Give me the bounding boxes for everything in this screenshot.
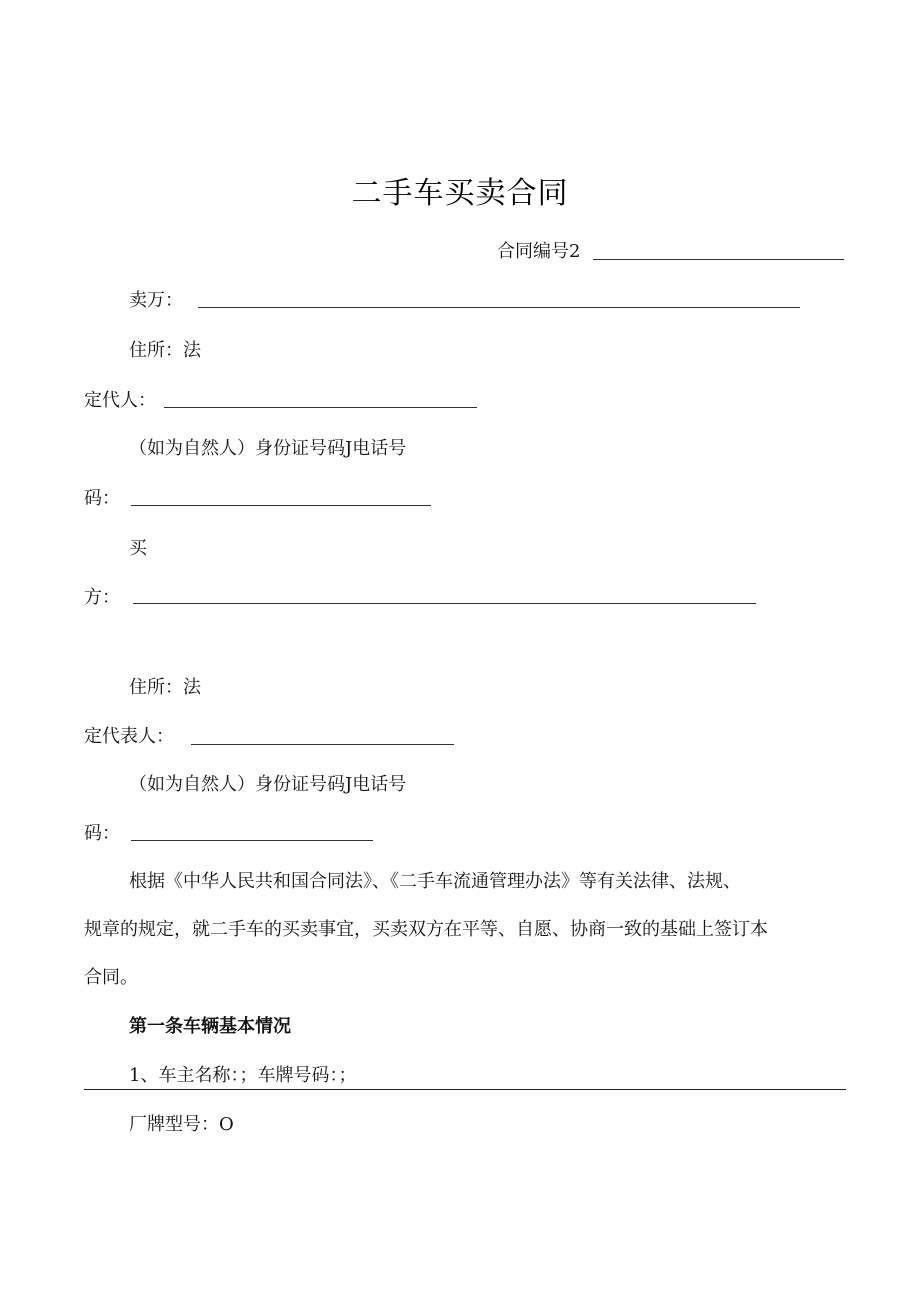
seller-name-blank[interactable] <box>198 307 800 308</box>
buyer-label-part1: 买 <box>129 538 147 559</box>
buyer-legal-rep-label: 定代表人： <box>84 726 174 747</box>
preamble-line-3: 合同。 <box>84 967 138 988</box>
seller-legal-rep-label: 定代人： <box>84 390 156 411</box>
seller-id-phone-line: （如为自然人）身份证号码J电话号 <box>129 438 407 459</box>
buyer-label-part2: 方： <box>84 587 120 608</box>
article-1-item-1: 1、车主名称：；车牌号码：； <box>129 1065 357 1086</box>
seller-legal-rep-blank[interactable] <box>164 407 477 408</box>
seller-phone-blank[interactable] <box>131 505 431 506</box>
preamble-line-1: 根据《中华人民共和国合同法》、《二手车流通管理办法》等有关法律、法规、 <box>129 871 741 892</box>
buyer-address-line: 住所：法 <box>129 677 201 698</box>
contract-number-label: 合同编号2 <box>497 241 581 262</box>
article-1-heading: 第一条车辆基本情况 <box>129 1016 291 1037</box>
seller-address-line: 住所：法 <box>129 340 201 361</box>
seller-label: 卖万： <box>129 290 183 311</box>
horizontal-rule <box>84 1089 846 1090</box>
buyer-legal-rep-blank[interactable] <box>191 744 454 745</box>
page-title: 二手车买卖合同 <box>351 176 569 211</box>
buyer-phone-label: 码： <box>84 823 120 844</box>
preamble-line-2: 规章的规定，就二手车的买卖事宜，买卖双方在平等、自愿、协商一致的基础上签订本 <box>84 919 768 940</box>
article-1-item-2: 厂牌型号：O <box>129 1114 234 1135</box>
buyer-name-blank[interactable] <box>133 603 756 604</box>
contract-number-blank[interactable] <box>593 259 844 260</box>
seller-phone-label: 码： <box>84 488 120 509</box>
buyer-phone-blank[interactable] <box>131 840 373 841</box>
buyer-id-phone-line: （如为自然人）身份证号码J电话号 <box>129 774 407 795</box>
